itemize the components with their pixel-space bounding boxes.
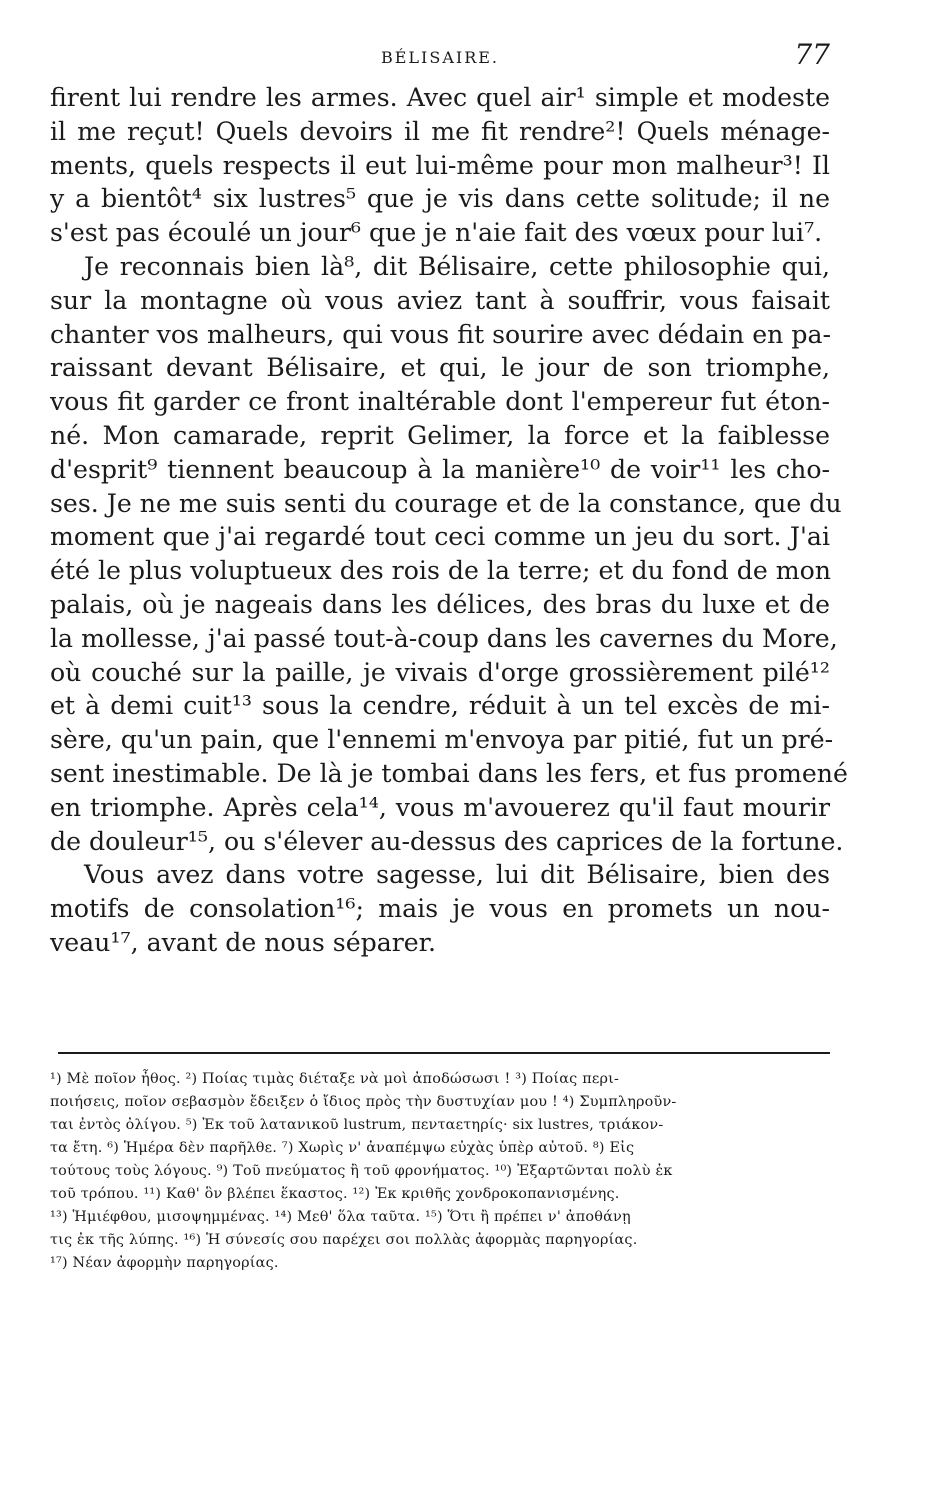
footnote-divider <box>58 1052 830 1054</box>
text-line: d'esprit⁹ tiennent beaucoup à la manière¹⁰ de voir¹¹ les cho- <box>50 454 830 484</box>
text-line: Je reconnais bien là⁸, dit Bélisaire, cette philosophie qui, <box>84 251 830 281</box>
text-line: ses. Je ne me suis senti du courage et de la constance, que du <box>50 488 842 518</box>
text-line: et à demi cuit¹³ sous la cendre, réduit à un tel excès de mi- <box>50 691 830 721</box>
text-line: chanter vos malheurs, qui vous fit sourire avec dédain en pa- <box>50 319 831 349</box>
text-line: Vous avez dans votre sagesse, lui dit Bélisaire, bien des <box>84 860 830 890</box>
footnote-line: τούτους τοὺς λόγους. ⁹) Τοῦ πνεύματος ἢ τοῦ φρονήματος. ¹⁰) Ἐξαρτῶνται πολὺ ἐκ <box>50 1163 673 1179</box>
running-title: BÉLISAIRE. <box>380 48 500 67</box>
footnote-line: ¹³) Ἡμιέφθου, μισοψημμένας. ¹⁴) Μεθ' ὅλα ταῦτα. ¹⁵) Ὅτι ἢ πρέπει ν' ἀποθάνῃ <box>50 1209 631 1225</box>
text-line: raissant devant Bélisaire, et qui, le jour de son triomphe, <box>50 353 830 383</box>
footnote-line: ποιήσεις, ποῖον σεβασμὸν ἔδειξεν ὁ ἴδιος πρὸς τὴν δυστυχίαν μου ! ⁴) Συμπληροῦν- <box>50 1094 677 1110</box>
text-line: où couché sur la paille, je vivais d'orge grossièrement pilé¹² <box>50 657 830 687</box>
text-line: ments, quels respects il eut lui-même pour mon malheur³! Il <box>50 150 830 180</box>
text-line: vous fit garder ce front inaltérable dont l'empereur fut éton- <box>50 387 830 417</box>
footnote-line: ¹⁷) Νέαν ἀφορμὴν παρηγορίας. <box>50 1255 279 1271</box>
footnote-line: τις ἐκ τῆς λύπης. ¹⁶) Ἡ σύνεσίς σου παρέχει σοι πολλὰς ἀφορμὰς παρηγορίας. <box>50 1232 638 1248</box>
text-line: été le plus voluptueux des rois de la terre; et du fond de mon <box>50 556 832 586</box>
text-line: s'est pas écoulé un jour⁶ que je n'aie fait des vœux pour lui⁷. <box>50 218 823 248</box>
text-line: né. Mon camarade, reprit Gelimer, la force et la faiblesse <box>50 420 830 450</box>
text-line: firent lui rendre les armes. Avec quel air¹ simple et modeste <box>50 83 830 112</box>
text-line: il me reçut! Quels devoirs il me fit rendre²! Quels ménage- <box>50 116 830 146</box>
footnote-line: ται ἐντὸς ὀλίγου. ⁵) Ἐκ τοῦ λατανικοῦ lustrum, πενταετηρίς· six lustres, τριάκον- <box>50 1117 664 1133</box>
page-header <box>50 36 830 76</box>
text-line: veau¹⁷, avant de nous séparer. <box>50 927 436 957</box>
text-line: en triomphe. Après cela¹⁴, vous m'avouerez qu'il faut mourir <box>50 792 830 822</box>
page-number: 77 <box>794 38 830 71</box>
text-line: la mollesse, j'ai passé tout-à-coup dans les cavernes du More, <box>50 623 838 653</box>
text-line: y a bientôt⁴ six lustres⁵ que je vis dans cette solitude; il ne <box>50 184 830 214</box>
footnote-line: ¹) Μὲ ποῖον ἦθος. ²) Ποίας τιμὰς διέταξε νὰ μοὶ ἀποδώσωσι ! ³) Ποίας περι- <box>50 1071 620 1087</box>
text-line: motifs de consolation¹⁶; mais je vous en promets un nou- <box>50 894 830 924</box>
footnote-line: τοῦ τρόπου. ¹¹) Καθ' ὃν βλέπει ἕκαστος. ¹²) Ἐκ κριθῆς χονδροκοπανισμένης. <box>50 1186 620 1202</box>
text-line: moment que j'ai regardé tout ceci comme un jeu du sort. J'ai <box>50 522 830 552</box>
text-line: palais, où je nageais dans les délices, des bras du luxe et de <box>50 589 830 619</box>
text-line: sur la montagne où vous aviez tant à souffrir, vous faisait <box>50 285 830 315</box>
text-line: de douleur¹⁵, ou s'élever au-dessus des caprices de la fortune. <box>50 826 844 856</box>
footnotes <box>50 1068 830 1275</box>
text-line: sère, qu'un pain, que l'ennemi m'envoya par pitié, fut un pré- <box>50 725 834 755</box>
footnote-line: τα ἔτη. ⁶) Ἡμέρα δὲν παρῆλθε. ⁷) Χωρὶς ν' ἀναπέμψω εὐχὰς ὑπὲρ αὐτοῦ. ⁸) Εἰς <box>50 1140 635 1156</box>
text-line: sent inestimable. De là je tombai dans les fers, et fus promené <box>50 758 848 788</box>
body-text <box>50 81 848 960</box>
